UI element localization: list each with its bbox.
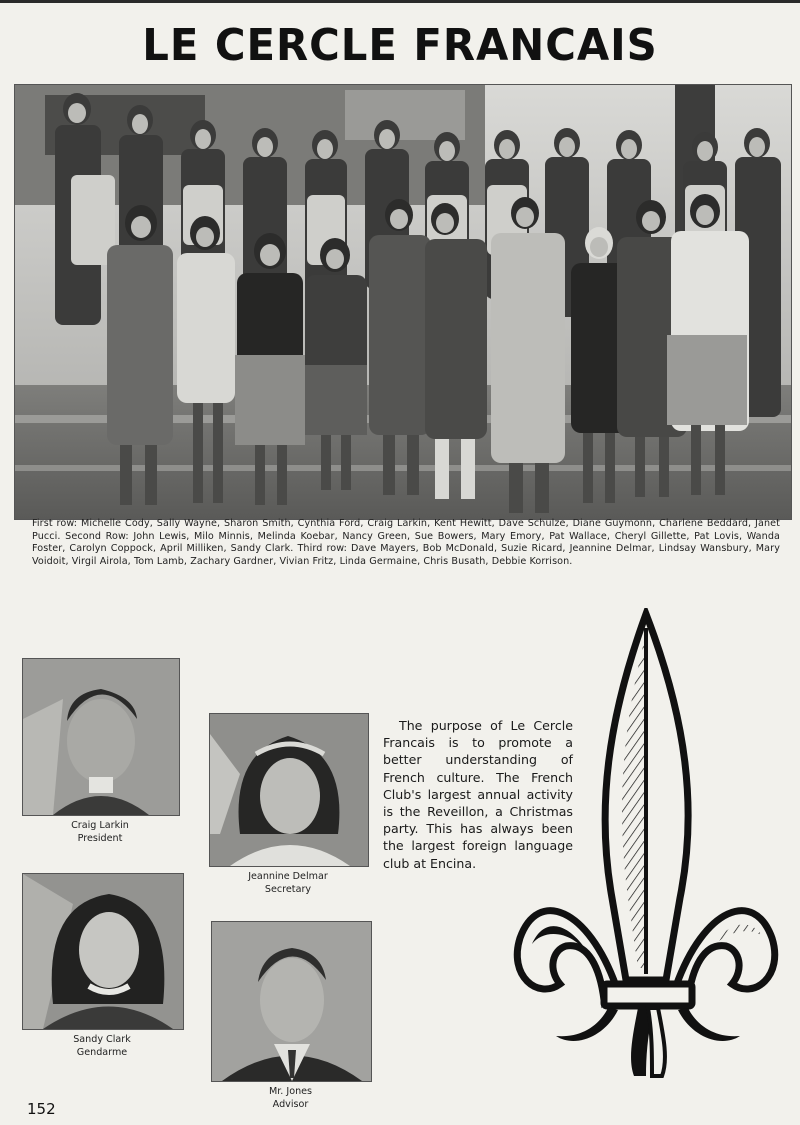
caption-line: First row: Michelle Cody, Sally Wayne, Sharon Smith, Cynthia Ford, Craig Larkin, Kent Hewitt, Dave Schulze, Diane Guymonn, Charlene <box>32 518 704 529</box>
officer-role: Secretary <box>264 883 312 895</box>
portrait-caption-gendarme <box>22 1034 182 1059</box>
fleur-de-lis-drawing <box>508 608 788 1080</box>
purpose-paragraph: The purpose of Le Cercle Francais is to promote a better understanding of French culture. The French Club's largest annual activity is the Reveillon, a Christmas party. This has always been the largest foreign language club at Encina. <box>383 718 573 871</box>
fleur-de-lis-icon <box>508 608 788 1080</box>
caption-line: Cheryl Gillette, Pat Lovis, Wanda Foster, Carolyn Coppock, April Milliken, Sandy Clark. Third row: Dave Mayers, Bob McDonald, Suzie <box>32 530 780 554</box>
officer-name: Craig Larkin <box>71 820 129 831</box>
portrait-caption-secretary <box>209 871 367 896</box>
portrait-image <box>212 922 371 1081</box>
portrait-secretary <box>209 713 369 867</box>
page-title: LE CERCLE FRANCAIS <box>142 20 658 71</box>
scan-edge <box>0 0 800 3</box>
caption-line: Beddard, Janet Pucci. Second Row: John Lewis, Milo Minnis, Melinda Koebar, Nancy Green, Sue Bowers, Mary Emory, Pat Wallace, <box>32 518 780 542</box>
portrait-advisor <box>211 921 372 1082</box>
officer-role: Advisor <box>272 1098 309 1110</box>
group-photo-caption <box>32 518 780 568</box>
officer-name: Sandy Clark <box>73 1034 131 1045</box>
portrait-image <box>210 714 368 866</box>
portrait-caption-advisor <box>211 1086 370 1111</box>
officer-role: President <box>77 832 123 844</box>
caption-line: Chris Busath, Debbie Korrison. <box>423 555 573 567</box>
portrait-president <box>22 658 180 816</box>
officer-name: Jeannine Delmar <box>248 871 328 882</box>
group-photo-image <box>15 85 791 519</box>
officer-role: Gendarme <box>76 1046 128 1058</box>
portrait-caption-president <box>22 820 178 845</box>
caption-line: Ricard, Jeannine Delmar, Lindsay Wansbury, Mary Voidoit, Virgil Airola, Tom Lamb, Zachary Gardner, Vivian Fritz, Linda Germaine, <box>32 543 780 567</box>
portrait-gendarme <box>22 873 184 1030</box>
portrait-image <box>23 659 179 815</box>
group-photo <box>14 84 792 520</box>
portrait-image <box>23 874 183 1029</box>
officer-name: Mr. Jones <box>268 1086 313 1097</box>
page-number: 152 <box>27 1100 56 1118</box>
